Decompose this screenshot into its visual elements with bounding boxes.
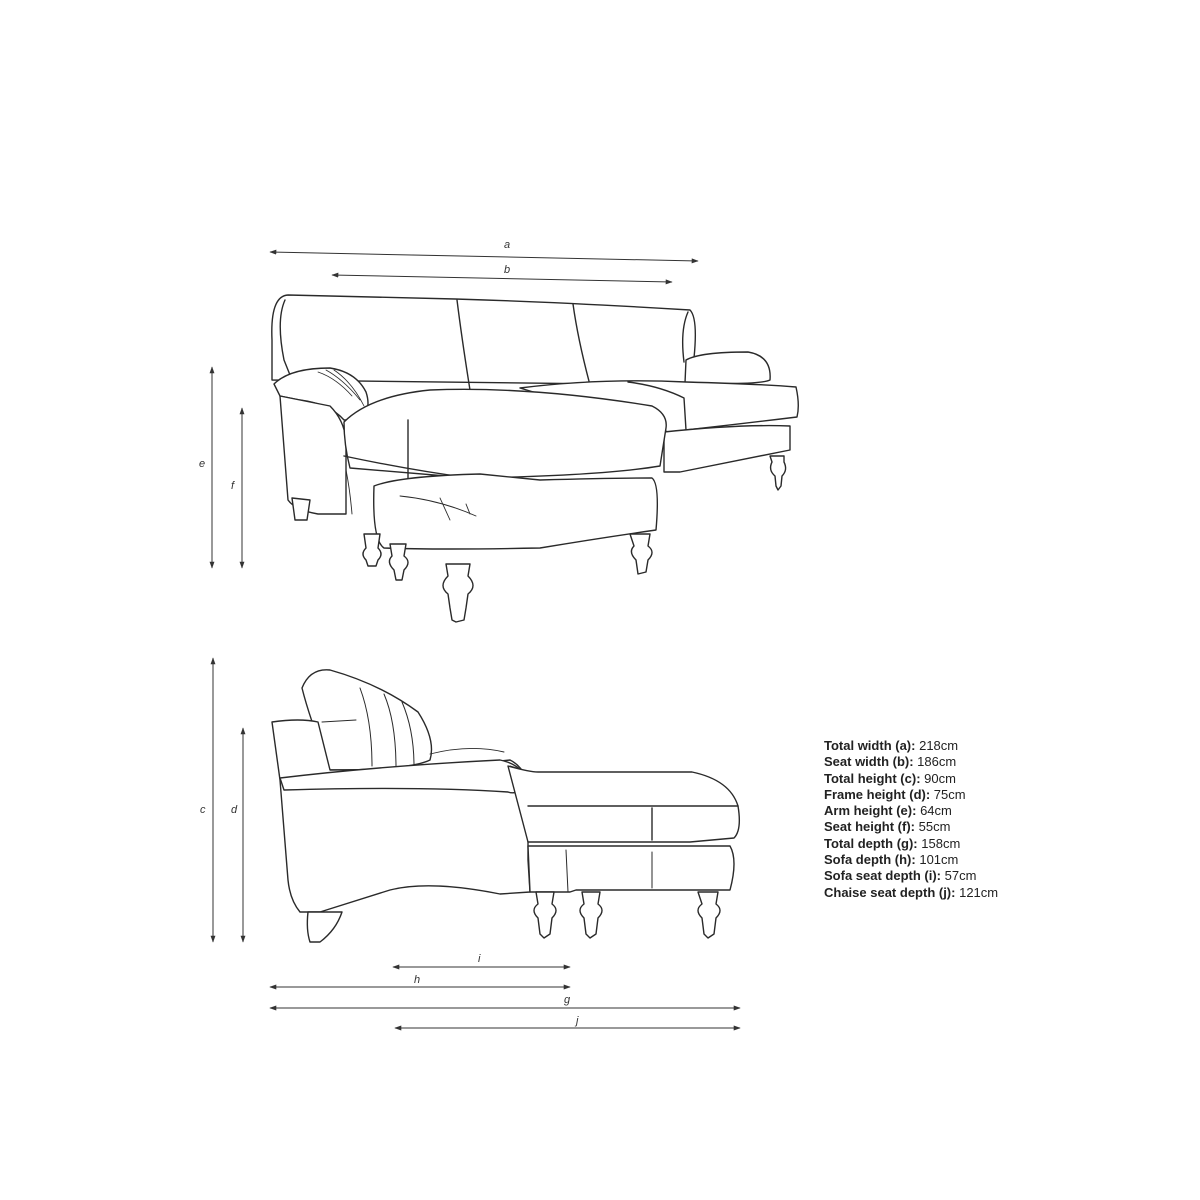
spec-total-height xyxy=(824,771,998,787)
dimension-label-a: a xyxy=(504,239,511,251)
spec-value: 75cm xyxy=(933,786,966,802)
dimension-label-j: j xyxy=(576,1015,579,1027)
spec-frame-height xyxy=(824,787,998,803)
spec-value: 158cm xyxy=(921,835,961,851)
side-view-sofa xyxy=(272,670,739,942)
dimension-label-h: h xyxy=(414,974,421,986)
spec-value: 186cm xyxy=(917,754,957,770)
spec-label: Sofa seat depth (i): xyxy=(824,868,942,884)
spec-label: Sofa depth (h): xyxy=(824,852,916,868)
spec-value: 101cm xyxy=(919,852,959,868)
spec-value: 121cm xyxy=(959,884,999,900)
spec-label: Chaise seat depth (j): xyxy=(824,884,956,900)
spec-label: Frame height (d): xyxy=(824,786,931,802)
side-leg-3 xyxy=(698,892,720,938)
dimension-label-e: e xyxy=(199,458,206,470)
spec-arm-height xyxy=(824,803,998,819)
dimension-spec-list xyxy=(824,738,998,901)
spec-label: Total height (c): xyxy=(824,770,921,786)
side-back-leg xyxy=(307,912,342,942)
spec-total-depth xyxy=(824,836,998,852)
dimension-label-b: b xyxy=(504,264,511,276)
dimension-label-c: c xyxy=(200,804,206,816)
side-chaise-base xyxy=(528,846,734,892)
spec-value: 64cm xyxy=(920,803,952,819)
spec-value: 57cm xyxy=(944,868,977,884)
right-arm xyxy=(685,352,770,384)
spec-sofa-depth xyxy=(824,852,998,868)
sofa-right-leg xyxy=(770,456,786,490)
chaise-base xyxy=(374,474,658,549)
spec-label: Arm height (e): xyxy=(824,803,917,819)
spec-value: 90cm xyxy=(924,770,956,786)
spec-chaise-seat-depth xyxy=(824,885,998,901)
dimension-label-i: i xyxy=(478,953,481,965)
left-arm-front-panel xyxy=(280,396,346,514)
spec-label: Total width (a): xyxy=(824,738,916,753)
spec-label: Seat height (f): xyxy=(824,819,915,835)
left-front-leg xyxy=(292,498,310,520)
spec-label: Seat width (b): xyxy=(824,754,914,770)
spec-sofa-seat-depth xyxy=(824,868,998,884)
side-leg-2 xyxy=(580,892,602,938)
spec-value: 218cm xyxy=(919,738,959,753)
chaise-top-cushion xyxy=(344,389,666,478)
dimension-label-d: d xyxy=(231,804,238,816)
dimension-label-f: f xyxy=(231,480,235,492)
spec-value: 55cm xyxy=(918,819,951,835)
spec-seat-height xyxy=(824,819,998,835)
chaise-front-center-leg xyxy=(443,564,473,622)
spec-total-width xyxy=(824,738,998,754)
dimension-line-b xyxy=(332,275,672,282)
chaise-front-left-leg xyxy=(389,544,408,580)
chaise-back-leg xyxy=(363,534,381,566)
dimension-line-a xyxy=(270,252,698,261)
spec-label: Total depth (g): xyxy=(824,835,918,851)
dimension-label-g: g xyxy=(564,994,571,1006)
spec-seat-width xyxy=(824,754,998,770)
side-chaise-seat xyxy=(508,766,739,842)
chaise-front-right-leg xyxy=(630,534,652,574)
front-view-sofa xyxy=(272,295,798,622)
side-leg-1 xyxy=(534,892,556,938)
